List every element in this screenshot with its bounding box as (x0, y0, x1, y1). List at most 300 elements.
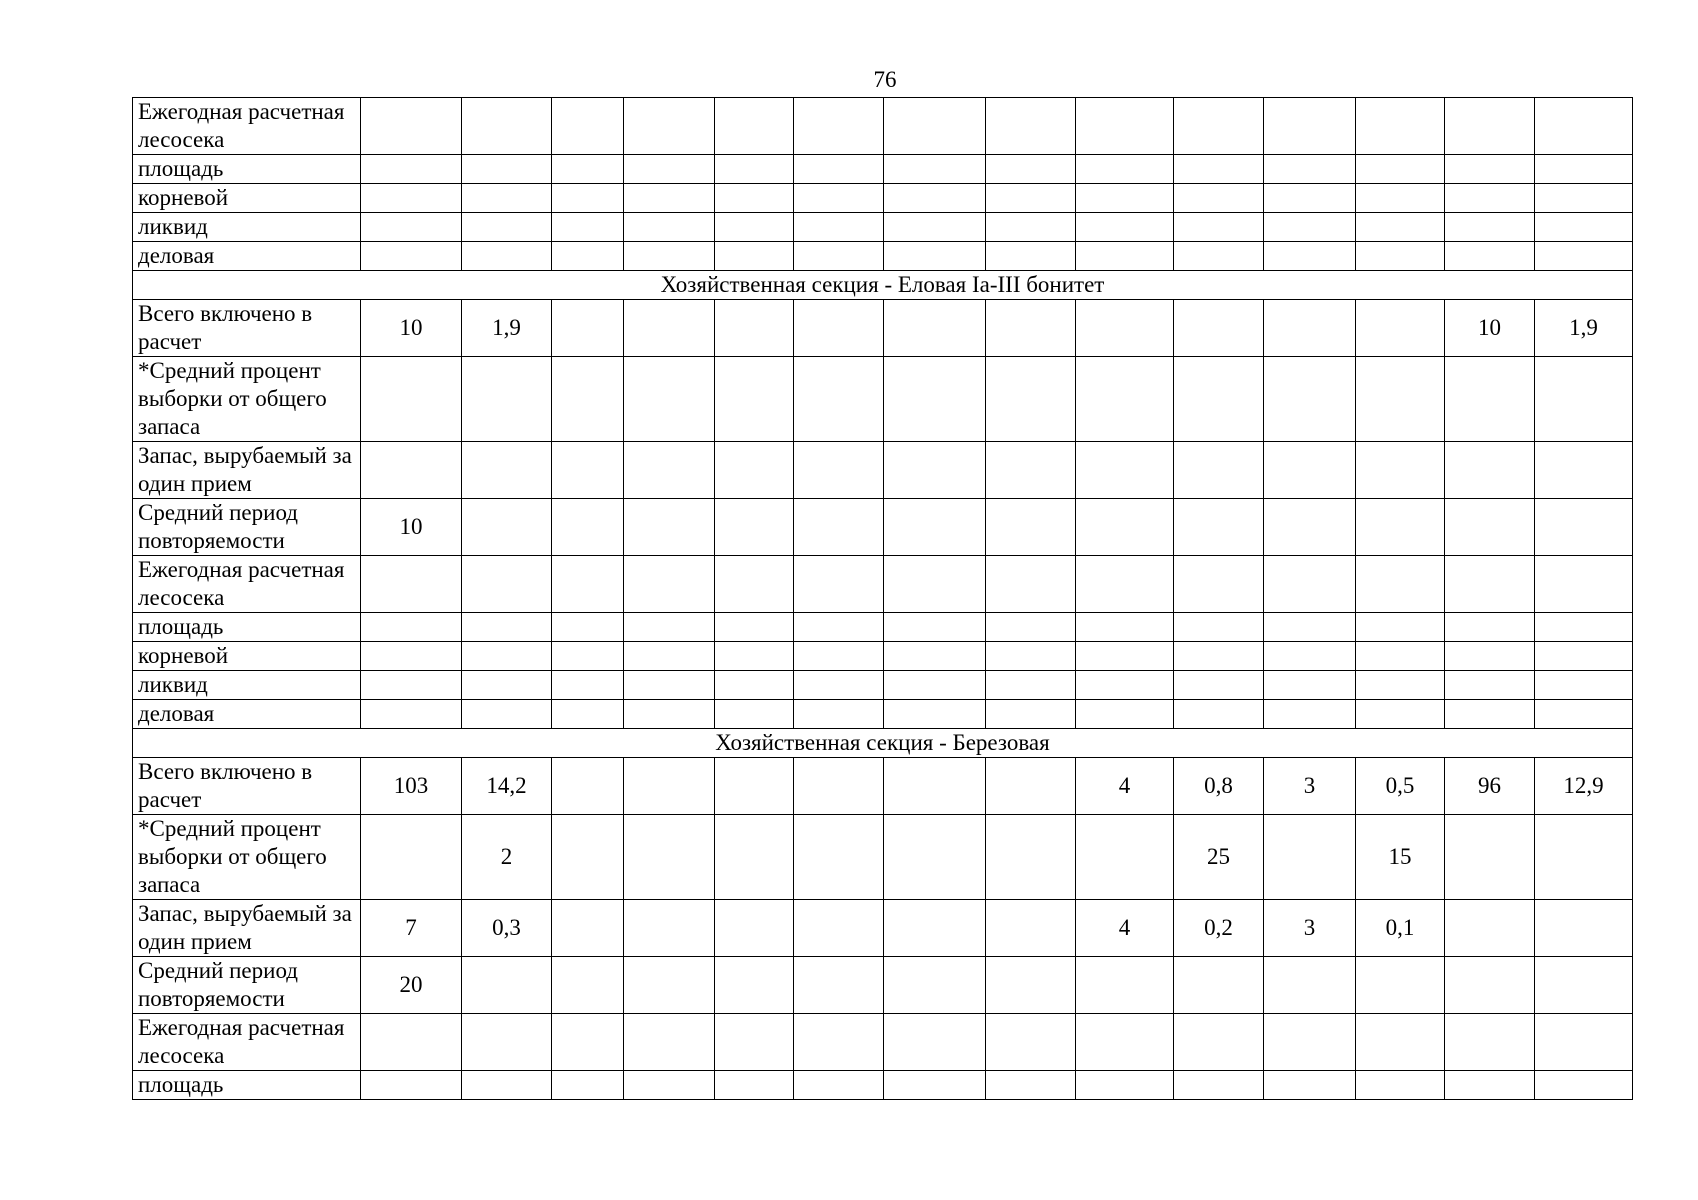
table-cell (1174, 700, 1264, 729)
table-cell (986, 184, 1076, 213)
table-cell (986, 957, 1076, 1014)
table-cell (715, 957, 794, 1014)
table-cell (1535, 613, 1633, 642)
table-cell (624, 98, 715, 155)
table-cell: 14,2 (462, 758, 552, 815)
row-label: ликвид (133, 671, 361, 700)
row-label: Всего включено в расчет (133, 300, 361, 357)
table-cell (1356, 613, 1445, 642)
table-cell (1076, 300, 1174, 357)
table-cell (1535, 213, 1633, 242)
table-cell (986, 155, 1076, 184)
table-cell (794, 700, 884, 729)
table-cell (884, 900, 986, 957)
table-cell (986, 613, 1076, 642)
table-row (133, 499, 1633, 556)
table-cell (1174, 98, 1264, 155)
table-cell (1356, 642, 1445, 671)
table-cell (624, 1071, 715, 1100)
table-cell: 0,2 (1174, 900, 1264, 957)
table-cell (1076, 98, 1174, 155)
table-cell (1264, 155, 1356, 184)
table-cell (884, 98, 986, 155)
table-cell (1535, 671, 1633, 700)
table-cell: 15 (1356, 815, 1445, 900)
table-cell: 20 (361, 957, 462, 1014)
table-cell (1076, 442, 1174, 499)
table-cell (1535, 357, 1633, 442)
table-cell (462, 556, 552, 613)
table-cell: 2 (462, 815, 552, 900)
table-row (133, 671, 1633, 700)
table-cell: 96 (1445, 758, 1535, 815)
table-cell (1076, 556, 1174, 613)
row-label: корневой (133, 642, 361, 671)
table-cell (552, 442, 624, 499)
table-cell (1174, 671, 1264, 700)
section-header-row (133, 729, 1633, 758)
table-cell: 10 (1445, 300, 1535, 357)
table-cell (1356, 1014, 1445, 1071)
row-label: Средний период повторяемости (133, 957, 361, 1014)
row-label: корневой (133, 184, 361, 213)
table-cell (1445, 499, 1535, 556)
table-cell (462, 700, 552, 729)
table-cell (1174, 499, 1264, 556)
table-cell (1445, 1071, 1535, 1100)
table-cell (794, 957, 884, 1014)
table-cell (794, 900, 884, 957)
table-cell (1535, 155, 1633, 184)
table-cell (794, 184, 884, 213)
row-label: Всего включено в расчет (133, 758, 361, 815)
row-label: Запас, вырубаемый за один прием (133, 900, 361, 957)
table-cell (361, 442, 462, 499)
table-cell (624, 642, 715, 671)
table-cell (624, 242, 715, 271)
table-cell (1356, 242, 1445, 271)
table-row (133, 613, 1633, 642)
table-cell (794, 815, 884, 900)
table-cell (884, 758, 986, 815)
table-cell (715, 815, 794, 900)
table-cell (794, 300, 884, 357)
table-cell (462, 213, 552, 242)
table-cell: 25 (1174, 815, 1264, 900)
table-cell (1076, 815, 1174, 900)
table-row (133, 758, 1633, 815)
table-cell (552, 613, 624, 642)
table-cell (361, 357, 462, 442)
table-cell (552, 184, 624, 213)
table-cell (794, 671, 884, 700)
table-cell (361, 98, 462, 155)
table-cell (715, 1014, 794, 1071)
table-cell (794, 155, 884, 184)
table-row (133, 556, 1633, 613)
row-label: площадь (133, 1071, 361, 1100)
row-label: деловая (133, 700, 361, 729)
table-cell (986, 700, 1076, 729)
table-cell (884, 300, 986, 357)
table-cell (794, 613, 884, 642)
table-cell (715, 442, 794, 499)
section-title: Хозяйственная секция - Еловая Iа-III бонитет (133, 271, 1633, 300)
table-cell (1445, 442, 1535, 499)
table-cell (361, 184, 462, 213)
table-cell (1174, 442, 1264, 499)
table-cell (794, 1014, 884, 1071)
table-cell (986, 442, 1076, 499)
table-cell (361, 613, 462, 642)
table-cell (1264, 98, 1356, 155)
table-cell (884, 671, 986, 700)
table-cell (1076, 613, 1174, 642)
table-cell (715, 357, 794, 442)
table-cell (794, 499, 884, 556)
table-cell (462, 242, 552, 271)
row-label: ликвид (133, 213, 361, 242)
table-cell (884, 957, 986, 1014)
table-cell (624, 957, 715, 1014)
table-cell (1076, 1014, 1174, 1071)
table-row (133, 213, 1633, 242)
table-cell (884, 1014, 986, 1071)
table-cell (794, 1071, 884, 1100)
table-cell (1174, 357, 1264, 442)
table-cell (1264, 613, 1356, 642)
table-cell (884, 1071, 986, 1100)
table-cell: 0,8 (1174, 758, 1264, 815)
table-cell (1174, 1014, 1264, 1071)
table-cell (1174, 1071, 1264, 1100)
table-cell (1356, 184, 1445, 213)
table-cell (884, 815, 986, 900)
table-cell (1264, 957, 1356, 1014)
table-cell (986, 300, 1076, 357)
table-cell (884, 357, 986, 442)
table-cell: 3 (1264, 758, 1356, 815)
table-cell (884, 556, 986, 613)
table-cell (1535, 499, 1633, 556)
table-cell (552, 1071, 624, 1100)
row-label: Средний период повторяемости (133, 499, 361, 556)
table-cell: 1,9 (462, 300, 552, 357)
table-cell (1535, 442, 1633, 499)
table-cell (624, 556, 715, 613)
table-cell (1535, 815, 1633, 900)
row-label: Ежегодная расчетная лесосека (133, 556, 361, 613)
table-cell (1356, 957, 1445, 1014)
table-cell (624, 613, 715, 642)
table-cell (715, 700, 794, 729)
table-cell (1076, 357, 1174, 442)
table-cell (715, 155, 794, 184)
table-cell (552, 213, 624, 242)
table-cell (1264, 642, 1356, 671)
table-cell (552, 642, 624, 671)
table-cell (552, 155, 624, 184)
row-label: Ежегодная расчетная лесосека (133, 1014, 361, 1071)
table-cell: 103 (361, 758, 462, 815)
table-cell (624, 815, 715, 900)
row-label: *Средний процент выборки от общего запаса (133, 357, 361, 442)
table-cell (794, 442, 884, 499)
table-cell (1264, 442, 1356, 499)
table-cell (715, 613, 794, 642)
table-row (133, 700, 1633, 729)
table-cell (1445, 900, 1535, 957)
table-cell (1356, 357, 1445, 442)
row-label: деловая (133, 242, 361, 271)
table-cell: 10 (361, 300, 462, 357)
table-cell (462, 671, 552, 700)
table-cell (462, 357, 552, 442)
table-cell (1535, 98, 1633, 155)
table-cell (1445, 613, 1535, 642)
table-cell (361, 700, 462, 729)
table-row (133, 957, 1633, 1014)
table-cell (986, 900, 1076, 957)
table-cell (986, 98, 1076, 155)
table-cell (1356, 1071, 1445, 1100)
table-cell (1535, 957, 1633, 1014)
table-cell (884, 700, 986, 729)
table-cell (1445, 155, 1535, 184)
table-row (133, 442, 1633, 499)
table-cell (1445, 98, 1535, 155)
forest-data-table (132, 97, 1633, 1100)
table-cell (1174, 613, 1264, 642)
table-row (133, 155, 1633, 184)
table-cell (361, 556, 462, 613)
table-cell (1535, 556, 1633, 613)
table-cell (462, 642, 552, 671)
table-cell (715, 900, 794, 957)
page-number: 76 (873, 67, 897, 92)
table-row (133, 815, 1633, 900)
table-cell (624, 1014, 715, 1071)
table-cell (361, 1014, 462, 1071)
table-cell (624, 900, 715, 957)
table-cell (794, 242, 884, 271)
table-cell (1076, 957, 1174, 1014)
table-cell (1535, 700, 1633, 729)
table-cell (884, 642, 986, 671)
table-cell (1264, 357, 1356, 442)
table-cell (624, 758, 715, 815)
table-row (133, 98, 1633, 155)
table-cell (1356, 98, 1445, 155)
table-cell (1356, 300, 1445, 357)
table-cell (552, 900, 624, 957)
table-body (133, 98, 1633, 1100)
section-title: Хозяйственная секция - Березовая (133, 729, 1633, 758)
table-cell (1445, 642, 1535, 671)
table-cell (1535, 242, 1633, 271)
table-cell (1076, 700, 1174, 729)
table-cell (462, 184, 552, 213)
table-row (133, 1071, 1633, 1100)
table-cell (986, 815, 1076, 900)
table-cell (794, 642, 884, 671)
table-cell (1445, 556, 1535, 613)
table-cell (986, 671, 1076, 700)
table-cell (794, 556, 884, 613)
table-cell (361, 815, 462, 900)
table-cell (1174, 556, 1264, 613)
table-cell (1076, 213, 1174, 242)
table-cell (1264, 700, 1356, 729)
table-cell (794, 98, 884, 155)
table-cell (884, 613, 986, 642)
table-cell (1264, 213, 1356, 242)
table-cell (1076, 242, 1174, 271)
table-cell (1445, 1014, 1535, 1071)
row-label: площадь (133, 613, 361, 642)
table-cell: 12,9 (1535, 758, 1633, 815)
table-cell (1076, 1071, 1174, 1100)
table-cell (1445, 957, 1535, 1014)
table-cell (1356, 671, 1445, 700)
table-cell (1356, 442, 1445, 499)
table-cell (1174, 155, 1264, 184)
table-cell (462, 442, 552, 499)
table-cell (1264, 499, 1356, 556)
table-cell (986, 642, 1076, 671)
table-cell (361, 213, 462, 242)
table-cell (1535, 642, 1633, 671)
table-row (133, 900, 1633, 957)
table-cell (884, 184, 986, 213)
table-cell (1445, 815, 1535, 900)
table-cell (1535, 900, 1633, 957)
table-cell (462, 98, 552, 155)
table-row (133, 184, 1633, 213)
table-cell (794, 213, 884, 242)
table-cell (552, 957, 624, 1014)
table-cell (624, 213, 715, 242)
table-cell (1076, 671, 1174, 700)
table-cell (1535, 184, 1633, 213)
table-cell (624, 442, 715, 499)
table-cell (1445, 357, 1535, 442)
table-cell (884, 242, 986, 271)
table-cell (552, 242, 624, 271)
table-row (133, 642, 1633, 671)
table-cell (1174, 300, 1264, 357)
table-cell (1076, 642, 1174, 671)
table-cell (624, 671, 715, 700)
table-cell (1264, 1071, 1356, 1100)
table-cell (1445, 213, 1535, 242)
table-cell (1174, 213, 1264, 242)
table-cell (552, 758, 624, 815)
table-cell (1356, 155, 1445, 184)
table-cell (552, 499, 624, 556)
table-cell (1174, 642, 1264, 671)
table-cell: 3 (1264, 900, 1356, 957)
table-cell (552, 300, 624, 357)
table-cell (986, 556, 1076, 613)
row-label: Запас, вырубаемый за один прием (133, 442, 361, 499)
table-cell (624, 357, 715, 442)
table-cell (715, 1071, 794, 1100)
table-cell (715, 300, 794, 357)
table-cell: 10 (361, 499, 462, 556)
table-cell (715, 758, 794, 815)
table-cell (715, 499, 794, 556)
table-cell (884, 213, 986, 242)
table-cell (1445, 184, 1535, 213)
table-row (133, 242, 1633, 271)
row-label: Ежегодная расчетная лесосека (133, 98, 361, 155)
table-cell (1356, 700, 1445, 729)
table-cell (715, 213, 794, 242)
table-cell (462, 957, 552, 1014)
table-cell (361, 155, 462, 184)
section-header-row (133, 271, 1633, 300)
table-cell (986, 758, 1076, 815)
table-cell (552, 700, 624, 729)
table-cell (361, 1071, 462, 1100)
table-cell (361, 671, 462, 700)
table-row (133, 357, 1633, 442)
table-cell (1174, 242, 1264, 271)
table-cell (552, 671, 624, 700)
table-cell (884, 442, 986, 499)
table-cell (1445, 671, 1535, 700)
table-cell (884, 499, 986, 556)
table-cell (1445, 700, 1535, 729)
row-label: *Средний процент выборки от общего запаса (133, 815, 361, 900)
table-cell (1356, 556, 1445, 613)
table-cell: 0,5 (1356, 758, 1445, 815)
table-cell (1264, 815, 1356, 900)
table-cell (1264, 242, 1356, 271)
table-cell (1174, 184, 1264, 213)
table-cell (1264, 556, 1356, 613)
table-cell (1264, 671, 1356, 700)
table-cell (624, 300, 715, 357)
table-cell (361, 642, 462, 671)
table-cell (715, 642, 794, 671)
table-cell (884, 155, 986, 184)
table-cell (624, 499, 715, 556)
table-cell (462, 155, 552, 184)
table-cell (1076, 499, 1174, 556)
table-cell (1076, 155, 1174, 184)
table-cell (552, 815, 624, 900)
table-cell (1264, 1014, 1356, 1071)
table-row (133, 1014, 1633, 1071)
table-cell (986, 499, 1076, 556)
table-cell (361, 242, 462, 271)
table-cell: 4 (1076, 900, 1174, 957)
table-cell (1174, 957, 1264, 1014)
table-cell (462, 613, 552, 642)
table-row (133, 300, 1633, 357)
table-cell (1264, 300, 1356, 357)
table-cell (715, 242, 794, 271)
table-cell (1535, 1014, 1633, 1071)
table-cell (986, 1014, 1076, 1071)
table-cell (624, 700, 715, 729)
table-cell (1076, 184, 1174, 213)
table-cell: 0,1 (1356, 900, 1445, 957)
table-cell (552, 98, 624, 155)
table-cell (1535, 1071, 1633, 1100)
